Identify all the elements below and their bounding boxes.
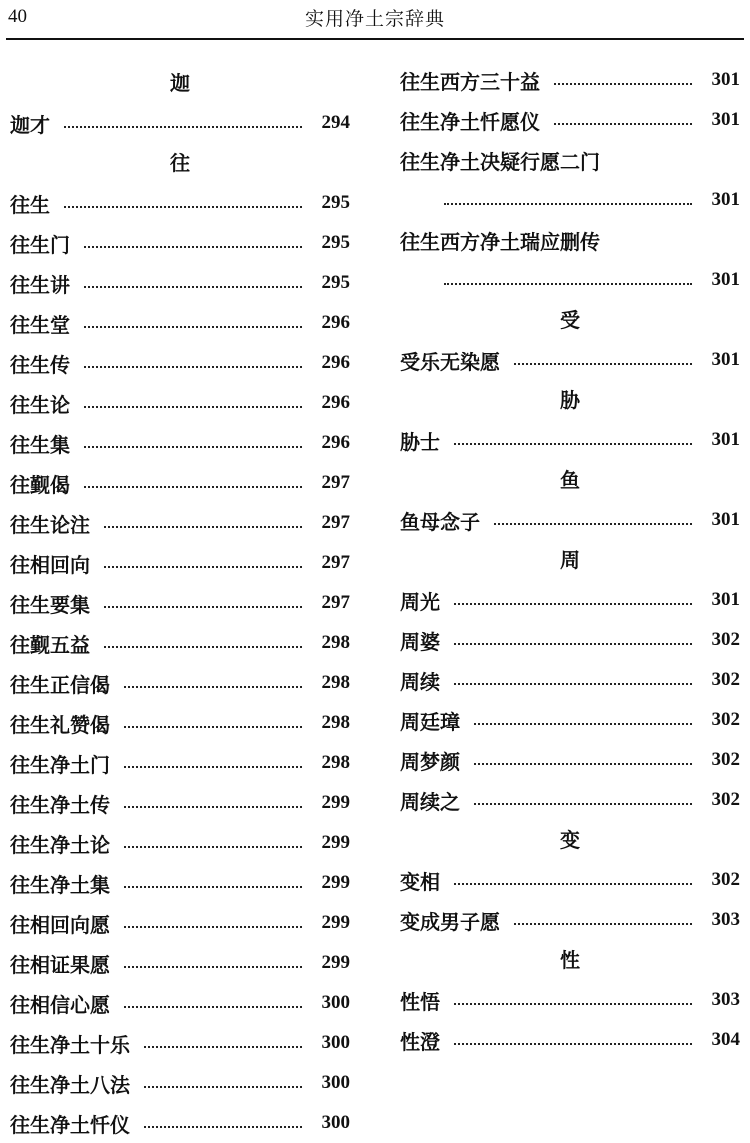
entry-page: 296 — [321, 432, 350, 453]
leader-dots — [124, 726, 302, 728]
entry-page: 297 — [321, 512, 350, 533]
leader-dots — [104, 526, 302, 528]
entry-term: 性悟 — [400, 989, 440, 1014]
entry-term: 往生净土传 — [10, 792, 110, 817]
leader-dots — [474, 763, 692, 765]
index-entry — [10, 223, 350, 263]
index-entry — [400, 780, 740, 820]
index-entry — [10, 103, 350, 143]
index-entry — [400, 220, 740, 260]
leader-dots — [454, 1003, 692, 1005]
index-entry — [10, 743, 350, 783]
entry-page: 294 — [321, 112, 350, 133]
index-entry — [400, 140, 740, 180]
index-entry — [10, 863, 350, 903]
index-entry — [400, 620, 740, 660]
entry-page: 303 — [711, 989, 740, 1010]
entry-page: 301 — [711, 589, 740, 610]
index-entry — [400, 740, 740, 780]
entry-term: 往生净土门 — [10, 752, 110, 777]
index-entry — [10, 183, 350, 223]
entry-page: 301 — [711, 69, 740, 90]
leader-dots — [444, 203, 692, 205]
leader-dots — [64, 126, 302, 128]
entry-page: 295 — [321, 232, 350, 253]
index-entry — [10, 583, 350, 623]
index-entry — [400, 420, 740, 460]
index-entry — [400, 860, 740, 900]
index-entry — [10, 623, 350, 663]
entry-term: 往生传 — [10, 352, 70, 377]
entry-page: 301 — [711, 189, 740, 210]
entry-page: 300 — [321, 992, 350, 1013]
leader-dots — [124, 1006, 302, 1008]
entry-term: 往生西方净土瑞应删传 — [400, 229, 600, 254]
leader-dots — [104, 606, 302, 608]
entry-term: 周婆 — [400, 629, 440, 654]
index-entry — [10, 383, 350, 423]
leader-dots — [144, 1046, 302, 1048]
entry-term: 迦才 — [10, 112, 50, 137]
running-title: 实用净土宗辞典 — [304, 8, 445, 30]
leader-dots — [514, 363, 692, 365]
entry-term: 周续之 — [400, 789, 460, 814]
entry-term: 往生正信偈 — [10, 672, 110, 697]
entry-page: 299 — [321, 912, 350, 933]
entry-page: 303 — [711, 909, 740, 930]
entry-page: 295 — [321, 272, 350, 293]
leader-dots — [64, 206, 302, 208]
entry-page: 302 — [711, 789, 740, 810]
index-entry — [400, 500, 740, 540]
index-entry — [400, 1020, 740, 1060]
index-entry — [10, 343, 350, 383]
entry-term: 往生门 — [10, 232, 70, 257]
page-header — [0, 0, 750, 42]
entry-term: 往生净土集 — [10, 872, 110, 897]
entry-term: 往生净土决疑行愿二门 — [400, 149, 600, 174]
leader-dots — [84, 286, 302, 288]
entry-term: 周廷璋 — [400, 709, 460, 734]
entry-page: 302 — [711, 869, 740, 890]
entry-page: 298 — [321, 632, 350, 653]
index-entry — [400, 100, 740, 140]
leader-dots — [124, 966, 302, 968]
entry-page: 296 — [321, 352, 350, 373]
leader-dots — [84, 326, 302, 328]
section-heading: 受 — [560, 308, 580, 332]
index-entry — [400, 900, 740, 940]
entry-page: 300 — [321, 1032, 350, 1053]
entry-page: 296 — [321, 312, 350, 333]
entry-page: 298 — [321, 712, 350, 733]
leader-dots — [554, 83, 692, 85]
entry-page: 301 — [711, 509, 740, 530]
leader-dots — [84, 246, 302, 248]
entry-page: 302 — [711, 749, 740, 770]
entry-term: 往相信心愿 — [10, 992, 110, 1017]
index-entry — [400, 700, 740, 740]
leader-dots — [124, 686, 302, 688]
entry-term: 往生要集 — [10, 592, 90, 617]
entry-term: 往生论注 — [10, 512, 90, 537]
section-heading: 往 — [170, 151, 190, 175]
entry-page: 299 — [321, 952, 350, 973]
page-number: 40 — [8, 6, 27, 27]
index-entry — [10, 943, 350, 983]
entry-term: 周光 — [400, 589, 440, 614]
section-heading: 迦 — [170, 71, 190, 95]
index-entry — [10, 1103, 350, 1143]
leader-dots — [474, 723, 692, 725]
leader-dots — [514, 923, 692, 925]
entry-term: 性澄 — [400, 1029, 440, 1054]
entry-term: 往生净土论 — [10, 832, 110, 857]
entry-page: 298 — [321, 752, 350, 773]
entry-page: 297 — [321, 552, 350, 573]
section-heading: 变 — [560, 828, 580, 852]
leader-dots — [84, 406, 302, 408]
entry-term: 往相回向 — [10, 552, 90, 577]
index-entry — [400, 980, 740, 1020]
index-entry — [10, 1023, 350, 1063]
leader-dots — [84, 486, 302, 488]
section-heading: 鱼 — [560, 468, 580, 492]
entry-term: 往生 — [10, 192, 50, 217]
index-entry — [400, 660, 740, 700]
entry-page: 302 — [711, 709, 740, 730]
index-entry — [400, 60, 740, 100]
index-entry-continuation — [400, 260, 740, 300]
entry-page: 297 — [321, 472, 350, 493]
index-entry — [400, 340, 740, 380]
entry-term: 往生论 — [10, 392, 70, 417]
entry-term: 鱼母念子 — [400, 509, 480, 534]
entry-term: 变成男子愿 — [400, 909, 500, 934]
entry-page: 296 — [321, 392, 350, 413]
entry-page: 302 — [711, 669, 740, 690]
entry-page: 295 — [321, 192, 350, 213]
entry-term: 周梦颜 — [400, 749, 460, 774]
entry-term: 往生堂 — [10, 312, 70, 337]
leader-dots — [454, 683, 692, 685]
index-entry — [10, 823, 350, 863]
entry-page: 301 — [711, 429, 740, 450]
leader-dots — [124, 846, 302, 848]
entry-page: 302 — [711, 629, 740, 650]
index-entry — [10, 903, 350, 943]
section-heading: 性 — [560, 948, 580, 972]
entry-term: 往生净土忏仪 — [10, 1112, 130, 1137]
leader-dots — [104, 646, 302, 648]
header-rule — [6, 38, 744, 40]
index-entry-continuation — [400, 180, 740, 220]
entry-page: 297 — [321, 592, 350, 613]
entry-term: 周续 — [400, 669, 440, 694]
entry-page: 300 — [321, 1072, 350, 1093]
leader-dots — [554, 123, 692, 125]
entry-page: 301 — [711, 109, 740, 130]
entry-term: 往相证果愿 — [10, 952, 110, 977]
entry-term: 往生净土十乐 — [10, 1032, 130, 1057]
leader-dots — [144, 1126, 302, 1128]
entry-page: 299 — [321, 792, 350, 813]
index-entry — [10, 303, 350, 343]
entry-term: 往生集 — [10, 432, 70, 457]
leader-dots — [474, 803, 692, 805]
section-heading: 周 — [560, 548, 580, 572]
leader-dots — [84, 446, 302, 448]
index-entry — [10, 1063, 350, 1103]
leader-dots — [144, 1086, 302, 1088]
entry-page: 301 — [711, 349, 740, 370]
index-entry — [10, 983, 350, 1023]
entry-term: 往生西方三十益 — [400, 69, 540, 94]
index-entry — [400, 580, 740, 620]
entry-term: 胁士 — [400, 429, 440, 454]
index-entry — [10, 263, 350, 303]
entry-term: 往觐偈 — [10, 472, 70, 497]
index-entry — [10, 783, 350, 823]
leader-dots — [84, 366, 302, 368]
index-entry — [10, 423, 350, 463]
entry-term: 往相回向愿 — [10, 912, 110, 937]
entry-term: 往生净土八法 — [10, 1072, 130, 1097]
entry-term: 受乐无染愿 — [400, 349, 500, 374]
index-entry — [10, 703, 350, 743]
index-entry — [10, 503, 350, 543]
leader-dots — [454, 1043, 692, 1045]
entry-page: 298 — [321, 672, 350, 693]
leader-dots — [454, 883, 692, 885]
index-entry — [10, 463, 350, 503]
leader-dots — [454, 443, 692, 445]
entry-term: 往觐五益 — [10, 632, 90, 657]
entry-term: 往生讲 — [10, 272, 70, 297]
entry-page: 299 — [321, 832, 350, 853]
entry-term: 变相 — [400, 869, 440, 894]
leader-dots — [124, 806, 302, 808]
entry-term: 往生礼赞偈 — [10, 712, 110, 737]
section-heading: 胁 — [560, 388, 580, 412]
leader-dots — [124, 926, 302, 928]
leader-dots — [454, 603, 692, 605]
leader-dots — [454, 643, 692, 645]
entry-page: 301 — [711, 269, 740, 290]
index-entry — [10, 663, 350, 703]
entry-term: 往生净土忏愿仪 — [400, 109, 540, 134]
leader-dots — [494, 523, 692, 525]
leader-dots — [104, 566, 302, 568]
leader-dots — [444, 283, 692, 285]
index-entry — [10, 543, 350, 583]
leader-dots — [124, 766, 302, 768]
leader-dots — [124, 886, 302, 888]
entry-page: 300 — [321, 1112, 350, 1133]
entry-page: 304 — [711, 1029, 740, 1050]
entry-page: 299 — [321, 872, 350, 893]
